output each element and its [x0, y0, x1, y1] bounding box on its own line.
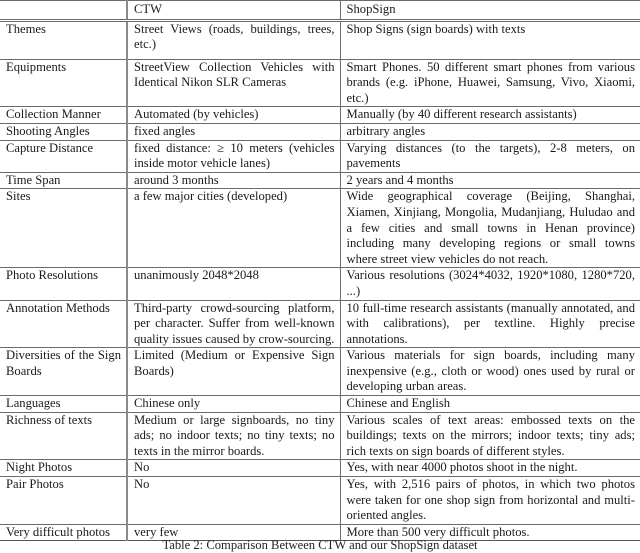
header-row — [0, 1, 640, 21]
table-row — [0, 348, 640, 396]
table-row — [0, 300, 640, 348]
row-ctw: No — [127, 460, 340, 477]
row-ctw: StreetView Collection Vehicles with Identical Nikon SLR Cameras — [127, 59, 340, 107]
row-shopsign: Wide geographical coverage (Beijing, Shanghai, Xiamen, Xinjiang, Mongolia, Mudanjiang, Huludao and a few cities and small towns in Henan province) including many developing regions or small towns where street view vehicles do not reach. — [340, 189, 640, 268]
row-shopsign: Smart Phones. 50 different smart phones from various brands (e.g. iPhone, Huawei, Samsung, Vivo, Xiaomi, etc.) — [340, 59, 640, 107]
table-row — [0, 107, 640, 124]
row-ctw: a few major cities (developed) — [127, 189, 340, 268]
header-attribute — [0, 1, 127, 21]
row-ctw: Third-party crowd-sourcing platform, per character. Suffer from well-known quality issues caused by crow-sourcing. — [127, 300, 340, 348]
row-shopsign: arbitrary angles — [340, 123, 640, 140]
row-attribute: Night Photos — [0, 460, 127, 477]
row-attribute: Pair Photos — [0, 477, 127, 525]
row-attribute: Equipments — [0, 59, 127, 107]
row-shopsign: Various scales of text areas: embossed texts on the buildings; texts on the mirrors; indoor texts; tiny ads; rich texts on sign boards of different styles. — [340, 412, 640, 460]
row-attribute: Annotation Methods — [0, 300, 127, 348]
row-attribute: Shooting Angles — [0, 123, 127, 140]
row-attribute: Diversities of the Sign Boards — [0, 348, 127, 396]
row-ctw: fixed angles — [127, 123, 340, 140]
table-caption: Table 2: Comparison Between CTW and our ShopSign dataset — [162, 538, 478, 552]
row-ctw: fixed distance: ≥ 10 meters (vehicles inside motor vehicle lanes) — [127, 140, 340, 172]
row-shopsign: Shop Signs (sign boards) with texts — [340, 20, 640, 59]
row-ctw: Automated (by vehicles) — [127, 107, 340, 124]
table-row — [0, 140, 640, 172]
table-row — [0, 20, 640, 59]
row-shopsign: Various resolutions (3024*4032, 1920*1080, 1280*720, ...) — [340, 268, 640, 300]
row-ctw: around 3 months — [127, 172, 340, 189]
row-attribute: Sites — [0, 189, 127, 268]
table-row — [0, 123, 640, 140]
table-row — [0, 396, 640, 413]
row-attribute: Richness of texts — [0, 412, 127, 460]
table-row — [0, 59, 640, 107]
row-shopsign: Manually (by 40 different research assistants) — [340, 107, 640, 124]
row-attribute: Themes — [0, 20, 127, 59]
row-shopsign: Yes, with 2,516 pairs of photos, in which two photos were taken for one shop sign from horizontal and multi-oriented angles. — [340, 477, 640, 525]
row-ctw: very few — [127, 524, 340, 541]
row-shopsign: Chinese and English — [340, 396, 640, 413]
header-ctw: CTW — [127, 1, 340, 21]
row-ctw: unanimously 2048*2048 — [127, 268, 340, 300]
table-row — [0, 268, 640, 300]
row-ctw: No — [127, 477, 340, 525]
row-ctw: Medium or large signboards, no tiny ads; no indoor texts; no tiny texts; no texts in the mirror boards. — [127, 412, 340, 460]
row-attribute: Languages — [0, 396, 127, 413]
table-row — [0, 412, 640, 460]
row-attribute: Very difficult photos — [0, 524, 127, 541]
row-attribute: Collection Manner — [0, 107, 127, 124]
row-ctw: Street Views (roads, buildings, trees, etc.) — [127, 20, 340, 59]
table-row — [0, 189, 640, 268]
row-attribute: Time Span — [0, 172, 127, 189]
row-shopsign: Various materials for sign boards, including many inexpensive (e.g., cloth or wood) ones used by rural or developing urban areas. — [340, 348, 640, 396]
row-shopsign: More than 500 very difficult photos. — [340, 524, 640, 541]
row-shopsign: Varying distances (to the targets), 2-8 meters, on pavements — [340, 140, 640, 172]
header-shopsign: ShopSign — [340, 1, 640, 21]
row-attribute: Photo Resolutions — [0, 268, 127, 300]
row-shopsign: 2 years and 4 months — [340, 172, 640, 189]
row-ctw: Chinese only — [127, 396, 340, 413]
row-ctw: Limited (Medium or Expensive Sign Boards) — [127, 348, 340, 396]
row-attribute: Capture Distance — [0, 140, 127, 172]
table-row — [0, 172, 640, 189]
row-shopsign: Yes, with near 4000 photos shoot in the night. — [340, 460, 640, 477]
table-row — [0, 460, 640, 477]
row-shopsign: 10 full-time research assistants (manually annotated, and with calibrations), per textline. Highly precise annotations. — [340, 300, 640, 348]
table-row — [0, 477, 640, 525]
